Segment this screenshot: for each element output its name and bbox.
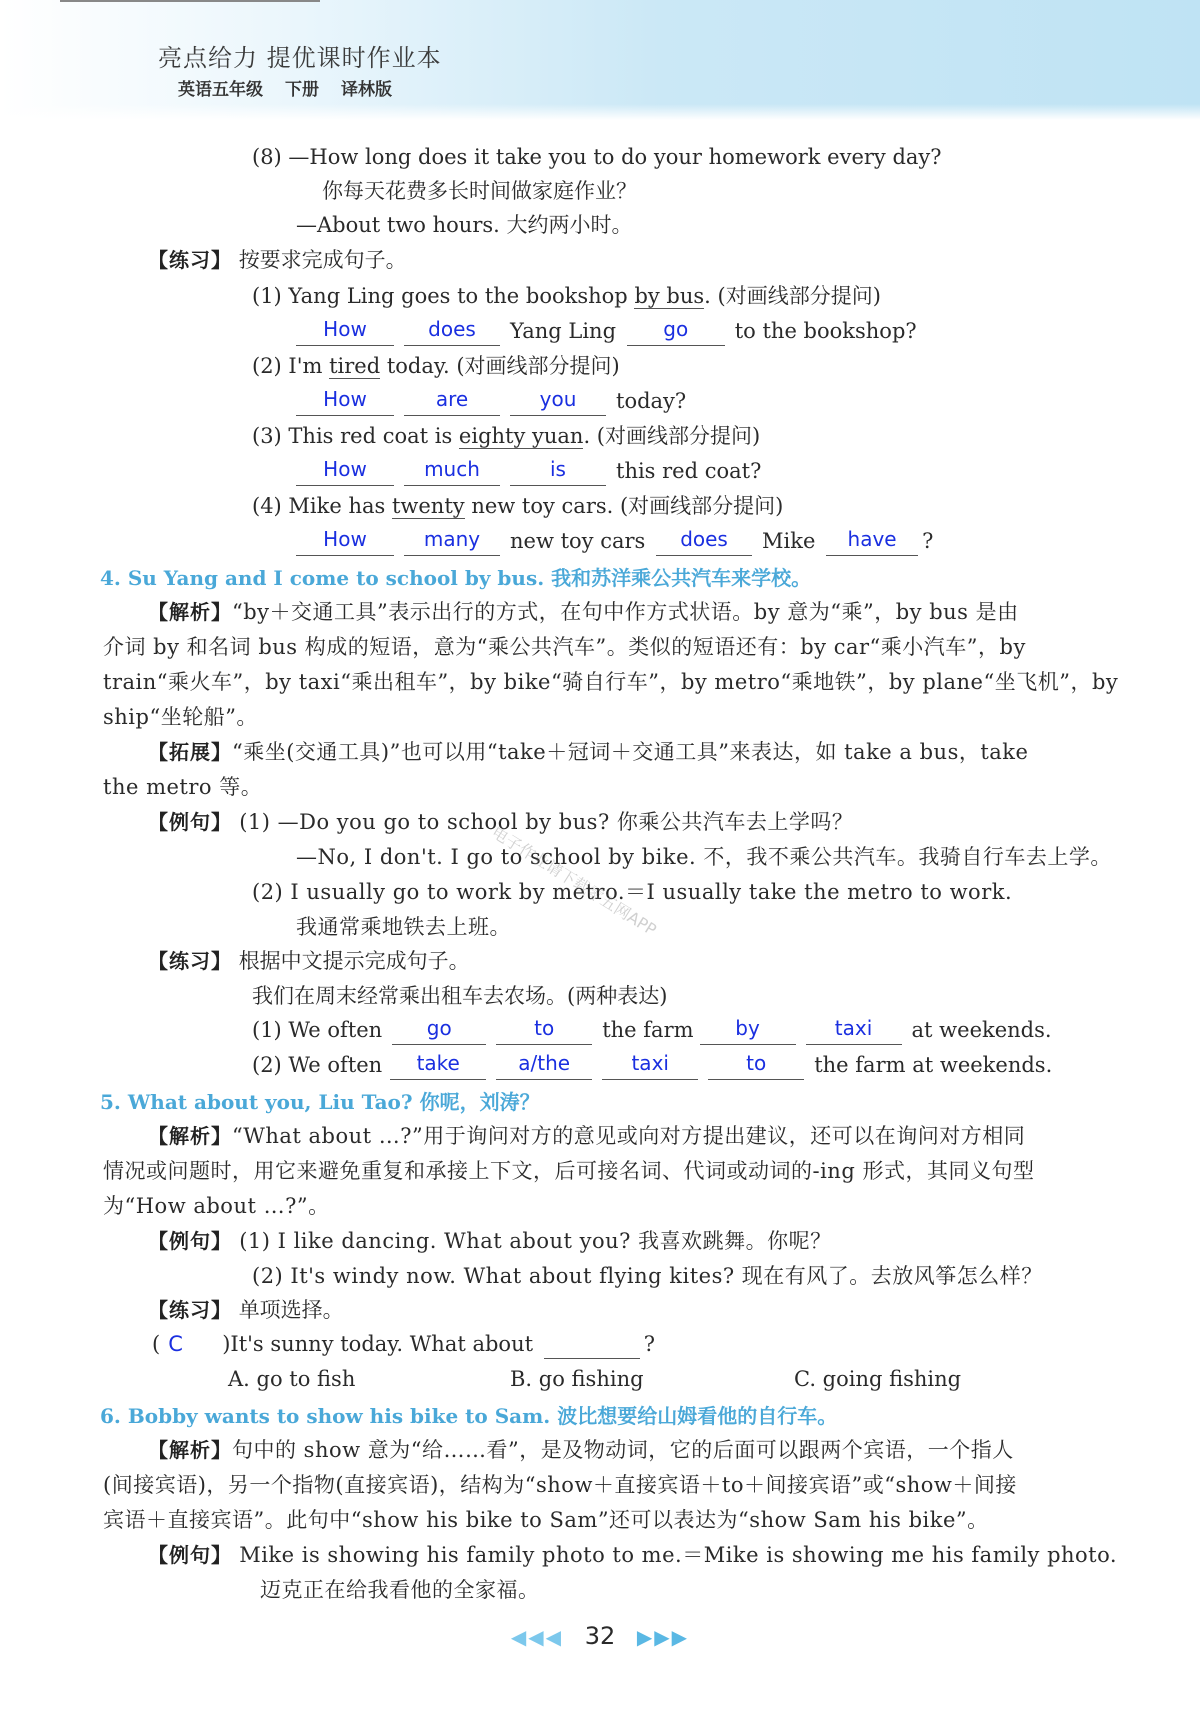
example-text: (1) —Do you go to school by bus? 你乘公共汽车去上学吗？ bbox=[239, 810, 854, 834]
sentence-text: (2) I'm bbox=[252, 354, 330, 378]
sec4-example-2b: 我通常乘地铁去上班。 bbox=[296, 915, 511, 939]
ex1-sentence-3 bbox=[252, 421, 760, 451]
page-header bbox=[0, 0, 1200, 120]
book-volume: 下册 bbox=[285, 80, 319, 100]
answer-blank[interactable]: does bbox=[404, 315, 500, 346]
extension-tag: 【拓展】 bbox=[148, 740, 232, 764]
sec5-option-a[interactable]: A. go to fish bbox=[228, 1367, 356, 1391]
sec4-example-1b: —No, I don't. I go to school by bike. 不，我不乘公共汽车。我骑自行车去上学。 bbox=[296, 845, 1112, 869]
sec4-extension-line2: the metro 等。 bbox=[103, 775, 263, 799]
answer-blank[interactable]: by bbox=[700, 1014, 796, 1045]
book-grade: 英语五年级 bbox=[178, 80, 263, 100]
ex1-sentence-4 bbox=[252, 491, 783, 521]
sentence-text: today? bbox=[616, 389, 687, 413]
sentence-text: (1) Yang Ling goes to the bookshop bbox=[252, 284, 635, 308]
item8-question-cn: 你每天花费多长时间做家庭作业？ bbox=[322, 179, 637, 203]
section-5-heading: 5. What about you, Liu Tao? 你呢，刘涛？ bbox=[100, 1090, 540, 1114]
example-tag: 【例句】 bbox=[148, 810, 232, 834]
analysis-text: “by＋交通工具”表示出行的方式，在句中作方式状语。by 意为“乘”，by bus 是由 bbox=[232, 600, 1019, 624]
example-text: (1) I like dancing. What about you? 我喜欢跳舞。你呢？ bbox=[239, 1229, 832, 1253]
sec5-analysis-line3: 为“How about …?”。 bbox=[103, 1194, 330, 1218]
sec4-analysis-line2: 介词 by 和名词 bus 构成的短语，意为“乘公共汽车”。类似的短语还有：by car“乘小汽车”，by bbox=[103, 635, 1026, 659]
sec4-analysis-line4: ship“坐轮船”。 bbox=[103, 705, 258, 729]
sec5-example-1 bbox=[148, 1225, 832, 1257]
sec6-example-1b: 迈克正在给我看他的全家福。 bbox=[260, 1578, 540, 1602]
book-edition: 译林版 bbox=[341, 80, 392, 100]
answer-blank[interactable]: you bbox=[510, 385, 606, 416]
sentence-text: to the bookshop? bbox=[734, 319, 917, 343]
answer-blank[interactable]: How bbox=[296, 455, 394, 486]
question-blank[interactable] bbox=[544, 1334, 640, 1359]
answer-blank[interactable]: taxi bbox=[602, 1049, 698, 1080]
answer-blank[interactable]: How bbox=[296, 525, 394, 556]
question-text: ? bbox=[643, 1332, 655, 1356]
sec4-extension-line1 bbox=[148, 736, 1028, 768]
underlined-part: by bus bbox=[634, 284, 705, 308]
extension-text: “乘坐(交通工具)”也可以用“take＋冠词＋交通工具”来表达，如 take a bus，take bbox=[232, 740, 1029, 764]
sentence-text: ? bbox=[922, 529, 934, 553]
sentence-text: the farm bbox=[602, 1018, 694, 1042]
example-text: Mike is showing his family photo to me.＝Mike is showing me his family photo. bbox=[239, 1543, 1118, 1567]
sec4-example-2: (2) I usually go to work by metro.＝I usually take the metro to work. bbox=[252, 880, 1013, 904]
section-6-heading: 6. Bobby wants to show his bike to Sam. 波比想要给山姆看他的自行车。 bbox=[100, 1404, 838, 1428]
right-arrows-icon: ▶▶▶ bbox=[636, 1625, 690, 1649]
answer-blank[interactable]: taxi bbox=[806, 1014, 902, 1045]
sentence-text: . (对画线部分提问) bbox=[704, 284, 881, 308]
underlined-part: twenty bbox=[391, 494, 465, 518]
sec5-example-2: (2) It's windy now. What about flying kites? 现在有风了。去放风筝怎么样？ bbox=[252, 1264, 1043, 1288]
sentence-text: (3) This red coat is bbox=[252, 424, 459, 448]
item8-answer: —About two hours. 大约两小时。 bbox=[296, 213, 633, 237]
book-title: 亮点给力 提优课时作业本 bbox=[158, 44, 442, 72]
section-4-heading: 4. Su Yang and I come to school by bus. 我和苏洋乘公共汽车来学校。 bbox=[100, 566, 812, 590]
answer-blank[interactable]: to bbox=[496, 1014, 592, 1045]
book-subtitle bbox=[178, 75, 414, 100]
exercise-instruction: 按要求完成句子。 bbox=[238, 248, 407, 272]
answer-blank[interactable]: to bbox=[708, 1049, 804, 1080]
sentence-text: at weekends. bbox=[911, 1018, 1052, 1042]
watermark: 电子作业请下载零五网APP bbox=[488, 822, 660, 940]
sec4-analysis-line3: train“乘火车”，by taxi“乘出租车”，by bike“骑自行车”，by metro“乘地铁”，by plane“坐飞机”，by bbox=[103, 670, 1119, 694]
sec5-option-c[interactable]: C. going fishing bbox=[794, 1367, 962, 1391]
underlined-part: tired bbox=[329, 354, 381, 378]
answer-blank[interactable]: go bbox=[627, 315, 725, 346]
answer-blank[interactable]: How bbox=[296, 315, 394, 346]
page-footer bbox=[0, 1622, 1200, 1650]
sec5-option-b[interactable]: B. go fishing bbox=[510, 1367, 644, 1391]
sentence-text: today. (对画线部分提问) bbox=[380, 354, 620, 378]
sec4-exercise-row-2 bbox=[252, 1049, 1052, 1080]
answer-blank[interactable]: much bbox=[404, 455, 500, 486]
answer-blank[interactable]: go bbox=[392, 1014, 486, 1045]
sec4-exercise-row-1 bbox=[252, 1014, 1052, 1045]
example-tag: 【例句】 bbox=[148, 1229, 232, 1253]
sec4-exercise-prompt: 我们在周末经常乘出租车去农场。(两种表达) bbox=[252, 984, 668, 1008]
analysis-tag: 【解析】 bbox=[148, 1438, 232, 1462]
sentence-text: new toy cars bbox=[510, 529, 646, 553]
answer-blank[interactable]: take bbox=[390, 1049, 486, 1080]
answer-blank[interactable]: have bbox=[826, 525, 918, 556]
sentence-text: Mike bbox=[762, 529, 816, 553]
sentence-text: this red coat? bbox=[616, 459, 762, 483]
answer-blank[interactable]: does bbox=[656, 525, 752, 556]
ex1-sentence-2 bbox=[252, 351, 620, 381]
sec4-analysis-line1 bbox=[148, 596, 1019, 628]
sec6-analysis-line3: 宾语＋直接宾语”。此句中“show his bike to Sam”还可以表达为“show Sam his bike”。 bbox=[103, 1508, 989, 1532]
answer-blank[interactable]: a/the bbox=[496, 1049, 592, 1080]
exercise-instruction: 单项选择。 bbox=[238, 1298, 344, 1322]
ex1-answer-1 bbox=[296, 315, 917, 346]
sentence-text: new toy cars. (对画线部分提问) bbox=[464, 494, 784, 518]
sec5-analysis-line1 bbox=[148, 1120, 1025, 1152]
answer-blank[interactable]: How bbox=[296, 385, 394, 416]
sec6-example-1 bbox=[148, 1539, 1117, 1571]
underlined-part: eighty yuan bbox=[458, 424, 584, 448]
analysis-tag: 【解析】 bbox=[148, 600, 232, 624]
answer-blank[interactable]: many bbox=[404, 525, 500, 556]
sentence-text: Yang Ling bbox=[510, 319, 617, 343]
ex1-answer-3 bbox=[296, 455, 761, 486]
sentence-text: (2) We often bbox=[252, 1053, 383, 1077]
question-text: )It's sunny today. What about bbox=[222, 1332, 534, 1356]
choice-answer[interactable]: C bbox=[168, 1332, 183, 1356]
sec5-analysis-line2: 情况或问题时，用它来避免重复和承接上下文，后可接名词、代词或动词的-ing 形式，其同义句型 bbox=[103, 1159, 1035, 1183]
sentence-text: . (对画线部分提问) bbox=[583, 424, 761, 448]
sec5-exercise-header bbox=[148, 1295, 344, 1325]
answer-blank[interactable]: is bbox=[510, 455, 606, 486]
sentence-text: (1) We often bbox=[252, 1018, 383, 1042]
exercise-1-header bbox=[148, 245, 407, 275]
analysis-tag: 【解析】 bbox=[148, 1124, 232, 1148]
exercise-tag: 【练习】 bbox=[148, 949, 232, 973]
sentence-text: (4) Mike has bbox=[252, 494, 392, 518]
example-tag: 【例句】 bbox=[148, 1543, 232, 1567]
left-arrows-icon: ◀◀◀ bbox=[510, 1625, 564, 1649]
item8-question: (8) —How long does it take you to do your homework every day? bbox=[252, 145, 942, 169]
answer-blank[interactable]: are bbox=[404, 385, 500, 416]
analysis-text: 句中的 show 意为“给……看”，是及物动词，它的后面可以跟两个宾语，一个指人 bbox=[232, 1438, 1014, 1462]
page-number: 32 bbox=[584, 1622, 616, 1650]
exercise-instruction: 根据中文提示完成句子。 bbox=[238, 949, 470, 973]
sec6-analysis-line2: (间接宾语)，另一个指物(直接宾语)，结构为“show＋直接宾语＋to＋间接宾语”或“show＋间接 bbox=[103, 1473, 1017, 1497]
sec4-exercise-header bbox=[148, 946, 470, 976]
bracket-open: ( bbox=[152, 1332, 161, 1356]
ex1-sentence-1 bbox=[252, 281, 881, 311]
analysis-text: “What about …?”用于询问对方的意见或向对方提出建议，还可以在询问对方相同 bbox=[232, 1124, 1026, 1148]
sentence-text: the farm at weekends. bbox=[814, 1053, 1053, 1077]
ex1-answer-2 bbox=[296, 385, 686, 416]
header-rule bbox=[60, 0, 320, 2]
sec5-choice-question bbox=[152, 1329, 655, 1359]
ex1-answer-4 bbox=[296, 525, 933, 556]
exercise-tag: 【练习】 bbox=[148, 248, 232, 272]
sec6-analysis-line1 bbox=[148, 1434, 1014, 1466]
exercise-tag: 【练习】 bbox=[148, 1298, 232, 1322]
